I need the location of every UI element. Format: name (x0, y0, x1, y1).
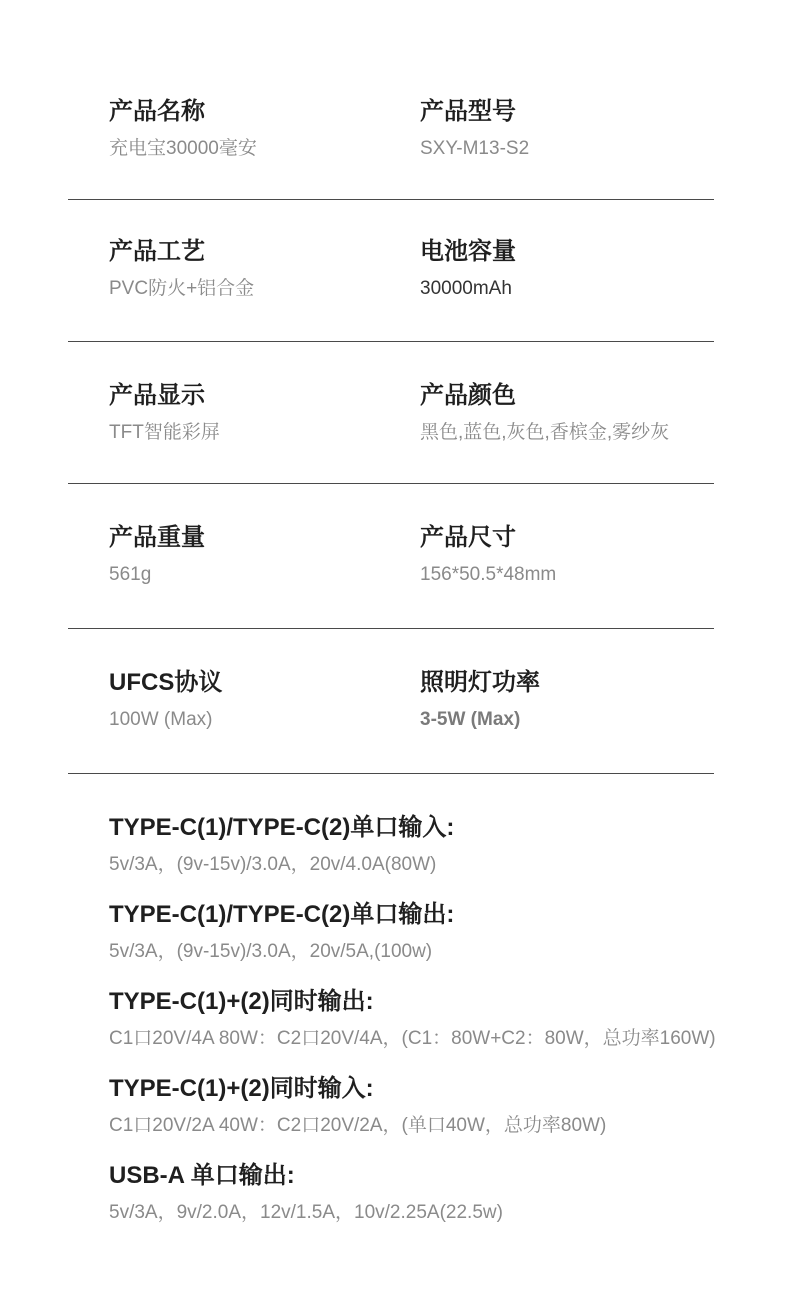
io-label: TYPE-C(1)/TYPE-C(2)单口输入: (109, 814, 455, 841)
spec-value: PVC防火+铝合金 (109, 278, 255, 299)
spec-label: 照明灯功率 (420, 669, 540, 696)
spec-cell-colors (420, 381, 750, 445)
spec-cell-product-name (109, 97, 409, 161)
spec-value: SXY-M13-S2 (420, 138, 530, 159)
spec-label: 产品重量 (109, 524, 205, 551)
spec-value: TFT智能彩屏 (109, 422, 220, 443)
spec-cell-model (420, 97, 750, 161)
io-label: USB-A 单口输出: (109, 1162, 295, 1189)
spec-label: UFCS协议 (109, 669, 223, 696)
io-label: TYPE-C(1)+(2)同时输入: (109, 1075, 374, 1102)
io-value: 5v/3A，9v/2.0A，12v/1.5A，10v/2.25A(22.5w) (109, 1202, 503, 1223)
spec-value: 561g (109, 564, 152, 585)
spec-label: 产品名称 (109, 98, 205, 125)
spec-cell-ufcs (109, 668, 409, 732)
spec-label: 电池容量 (420, 238, 516, 265)
io-label: TYPE-C(1)+(2)同时输出: (109, 988, 374, 1015)
spec-label: 产品型号 (420, 98, 516, 125)
spec-value: 黑色,蓝色,灰色,香槟金,雾纱灰 (420, 422, 670, 443)
spec-label: 产品工艺 (109, 238, 205, 265)
spec-cell-capacity (420, 237, 750, 301)
divider (68, 199, 714, 200)
io-value: C1口20V/4A 80W：C2口20V/4A，(C1：80W+C2：80W，总功率160W) (109, 1028, 716, 1049)
spec-value: 156*50.5*48mm (420, 564, 557, 585)
divider (68, 628, 714, 629)
io-block-c-single-output (109, 900, 779, 964)
spec-value: 100W (Max) (109, 709, 213, 730)
io-block-usb-a-output (109, 1161, 779, 1225)
spec-cell-weight (109, 523, 409, 587)
spec-value: 30000mAh (420, 278, 512, 299)
io-value: C1口20V/2A 40W：C2口20V/2A，(单口40W，总功率80W) (109, 1115, 607, 1136)
spec-cell-light-power (420, 668, 750, 732)
io-block-c-dual-output (109, 987, 779, 1051)
spec-cell-size (420, 523, 750, 587)
divider (68, 773, 714, 774)
spec-label: 产品尺寸 (420, 524, 516, 551)
io-block-c-dual-input (109, 1074, 779, 1138)
io-label: TYPE-C(1)/TYPE-C(2)单口输出: (109, 901, 455, 928)
spec-cell-craft (109, 237, 409, 301)
spec-cell-display (109, 381, 409, 445)
spec-label: 产品显示 (109, 382, 205, 409)
io-value: 5v/3A，(9v-15v)/3.0A，20v/5A,(100w) (109, 941, 433, 962)
spec-value: 充电宝30000毫安 (109, 138, 257, 159)
divider (68, 483, 714, 484)
io-block-c-single-input (109, 813, 779, 877)
spec-value: 3-5W (Max) (420, 709, 521, 730)
divider (68, 341, 714, 342)
io-value: 5v/3A，(9v-15v)/3.0A，20v/4.0A(80W) (109, 854, 437, 875)
spec-label: 产品颜色 (420, 382, 516, 409)
